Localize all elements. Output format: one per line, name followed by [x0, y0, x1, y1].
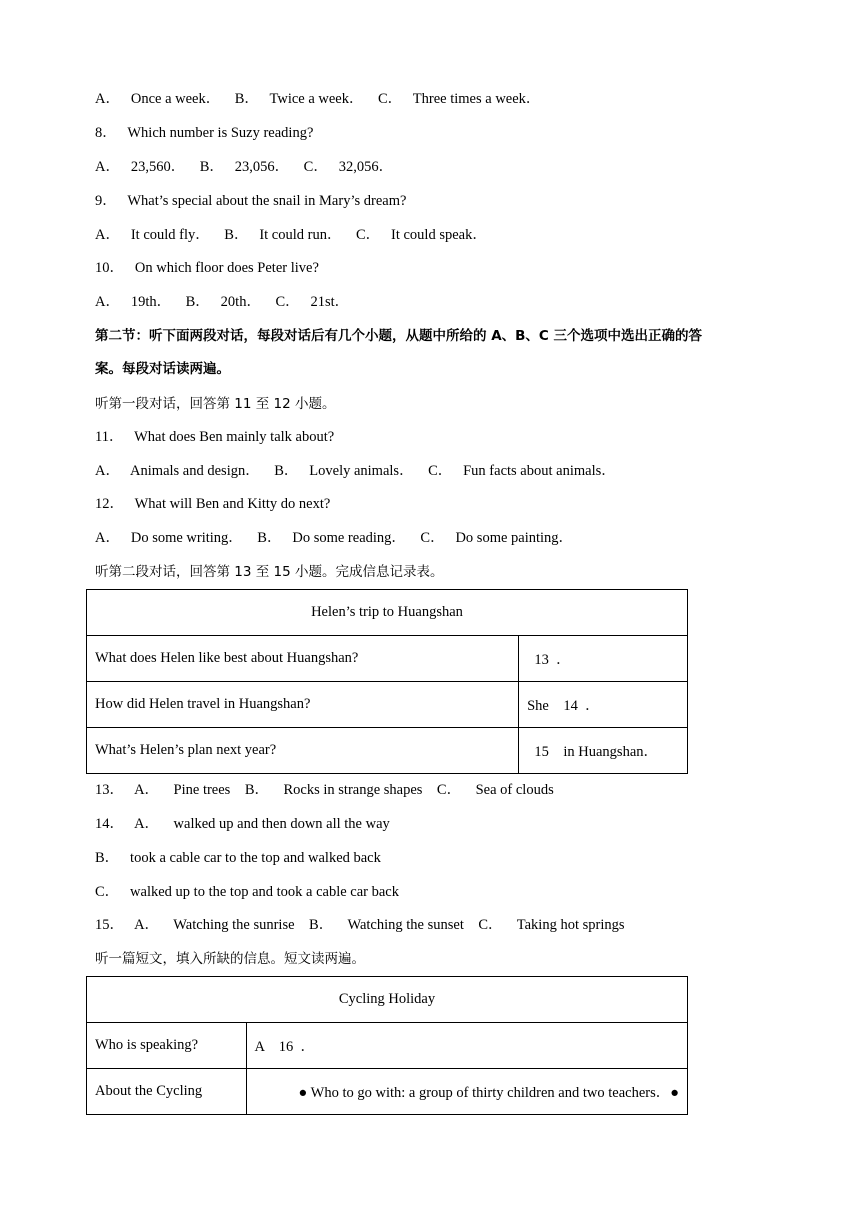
q14-option-b: B． took a cable car to the top and walked back — [95, 850, 381, 866]
q14-option-a: 14． A． walked up and then down all the way — [95, 816, 390, 832]
question-11: 11． What does Ben mainly talk about? — [95, 429, 335, 445]
q15-options: 15． A． Watching the sunrise B． Watching the sunset C． Taking hot springs — [95, 917, 625, 933]
q11-options: A． Animals and design． B． Lovely animals． C． Fun facts about animals． — [95, 463, 616, 479]
q7-options: A． Once a week． B． Twice a week． C． Three times a week． — [95, 91, 541, 107]
table-row — [87, 1069, 688, 1115]
dialog-2-intro: 听第二段对话，回答第 13 至 15 小题。完成信息记录表。 — [95, 564, 444, 580]
table-value-cell: ● Who to go with: a group of thirty children and two teachers．● — [246, 1069, 687, 1115]
question-8: 8． Which number is Suzy reading? — [95, 125, 314, 141]
table-value-cell: A 16 ． — [246, 1023, 687, 1069]
table-label-cell: Who is speaking? — [87, 1023, 247, 1069]
question-10: 10． On which floor does Peter live? — [95, 260, 319, 276]
table-label-cell: About the Cycling — [87, 1069, 247, 1115]
section-2-heading-line-1: 第二节：听下面两段对话，每段对话后有几个小题，从题中所给的 A、B、C 三个选项中选出正确的答 — [95, 328, 703, 344]
q8-options: A． 23,560． B． 23,056． C． 32,056． — [95, 159, 394, 175]
table-title: Cycling Holiday — [87, 977, 688, 1023]
table-row — [87, 728, 688, 774]
table-answer-cell: She 14 ． — [519, 682, 688, 728]
q14-option-c: C． walked up to the top and took a cable car back — [95, 884, 399, 900]
table-row — [87, 636, 688, 682]
dialog-1-intro: 听第一段对话，回答第 11 至 12 小题。 — [95, 396, 336, 412]
table-title: Helen’s trip to Huangshan — [87, 590, 688, 636]
q13-options: 13． A． Pine trees B． Rocks in strange shapes C． Sea of clouds — [95, 782, 554, 798]
q10-options: A． 19th． B． 20th． C． 21st． — [95, 294, 350, 310]
table-answer-cell: 13 ． — [519, 636, 688, 682]
q9-options: A． It could fly． B． It could run． C． It could speak． — [95, 227, 487, 243]
table-answer-cell: 15 in Huangshan． — [519, 728, 688, 774]
table-row — [87, 682, 688, 728]
question-12: 12． What will Ben and Kitty do next? — [95, 496, 331, 512]
helen-trip-table — [86, 589, 688, 774]
table-question-cell: What’s Helen’s plan next year? — [87, 728, 519, 774]
table-row — [87, 1023, 688, 1069]
passage-intro: 听一篇短文，填入所缺的信息。短文读两遍。 — [95, 951, 365, 967]
question-9: 9． What’s special about the snail in Mary’s dream? — [95, 193, 407, 209]
cycling-holiday-table — [86, 976, 688, 1115]
table-question-cell: How did Helen travel in Huangshan? — [87, 682, 519, 728]
q12-options: A． Do some writing． B． Do some reading． C． Do some painting． — [95, 530, 574, 546]
section-2-heading-line-2: 案。每段对话读两遍。 — [95, 361, 230, 377]
table-question-cell: What does Helen like best about Huangshan? — [87, 636, 519, 682]
